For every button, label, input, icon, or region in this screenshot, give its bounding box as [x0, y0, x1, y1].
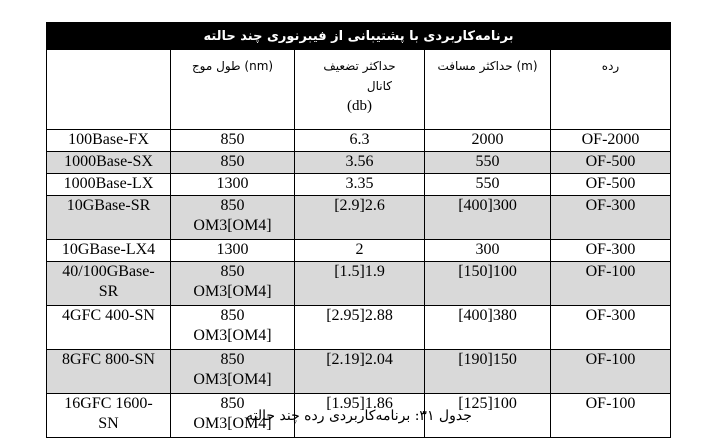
application-name: 40/100GBase- [62, 263, 155, 280]
table-row [47, 130, 671, 152]
application-cell [47, 262, 171, 306]
application-cell [47, 130, 171, 152]
application-cell [47, 196, 171, 240]
application-name: 16GFC 1600- [64, 395, 153, 412]
attenuation-cell: 2 [295, 240, 425, 262]
header-max-distance: (m) حداکثر مسافت [425, 50, 551, 130]
wavelength-value: 850 [220, 153, 245, 170]
table-row [47, 240, 671, 262]
distance-cell: 300 [425, 240, 551, 262]
distance-cell: 150[190] [425, 350, 551, 394]
table-caption: جدول ۳۱: برنامه‌کاربردی رده چند حالته [246, 408, 472, 424]
wavelength-value: 850 [220, 395, 245, 412]
grade-cell: OF-100 [551, 350, 671, 394]
wavelength-value: 850 [220, 307, 245, 324]
table-row [47, 306, 671, 350]
wavelength-value: 850 [220, 197, 245, 214]
wavelength-cell [171, 174, 295, 196]
wavelength-value: 850 [220, 263, 245, 280]
application-name: 1000Base-SX [64, 153, 153, 170]
applications-table [46, 22, 671, 438]
application-name: 4GFC 400-SN [62, 307, 155, 324]
attenuation-cell: 2.6[2.9] [295, 196, 425, 240]
grade-cell: OF-100 [551, 394, 671, 438]
distance-cell: 380[400] [425, 306, 551, 350]
application-cell [47, 174, 171, 196]
header-wavelength: (nm) طول موج [171, 50, 295, 130]
wavelength-value: 850 [220, 351, 245, 368]
application-name-cont: SR [98, 283, 119, 300]
grade-cell: OF-100 [551, 262, 671, 306]
attenuation-cell: 6.3 [295, 130, 425, 152]
application-name: 1000Base-LX [63, 175, 154, 192]
fiber-type: OM3[OM4] [193, 283, 272, 300]
distance-cell: 550 [425, 174, 551, 196]
fiber-type: OM3[OM4] [193, 217, 272, 234]
header-max-attenuation-line1: حداکثر تضعیف [323, 59, 396, 73]
application-name: 10GBase-LX4 [61, 241, 156, 258]
distance-cell: 2000 [425, 130, 551, 152]
wavelength-value: 850 [220, 131, 245, 148]
application-name: 8GFC 800-SN [62, 351, 155, 368]
distance-cell: 100[150] [425, 262, 551, 306]
table-row [47, 174, 671, 196]
header-max-attenuation [295, 50, 425, 130]
wavelength-cell [171, 130, 295, 152]
fiber-type: OM3[OM4] [193, 415, 272, 432]
distance-cell: 100[125] [425, 394, 551, 438]
distance-cell: 550 [425, 152, 551, 174]
attenuation-cell: 1.9[1.5] [295, 262, 425, 306]
wavelength-cell [171, 240, 295, 262]
attenuation-cell: 2.04[2.19] [295, 350, 425, 394]
table-row [47, 196, 671, 240]
table-row [47, 152, 671, 174]
application-name: 100Base-FX [68, 131, 149, 148]
wavelength-value: 1300 [216, 241, 249, 258]
grade-cell: OF-300 [551, 196, 671, 240]
table-title: برنامه‌کاربردی با پشتیبانی از فیبرنوری چند حالته [47, 23, 671, 50]
application-name-cont: SN [98, 415, 119, 432]
table-row [47, 350, 671, 394]
wavelength-cell [171, 262, 295, 306]
grade-cell: OF-300 [551, 306, 671, 350]
wavelength-cell [171, 196, 295, 240]
header-grade: رده [551, 50, 671, 130]
wavelength-cell [171, 350, 295, 394]
attenuation-cell: 3.56 [295, 152, 425, 174]
attenuation-cell: 3.35 [295, 174, 425, 196]
application-cell [47, 152, 171, 174]
application-cell [47, 306, 171, 350]
header-max-attenuation-line2: کانال [366, 79, 393, 93]
application-cell [47, 350, 171, 394]
grade-cell: OF-500 [551, 152, 671, 174]
attenuation-cell: 2.88[2.95] [295, 306, 425, 350]
fiber-type: OM3[OM4] [193, 327, 272, 344]
grade-cell: OF-2000 [551, 130, 671, 152]
grade-cell: OF-300 [551, 240, 671, 262]
application-name: 10GBase-SR [66, 197, 151, 214]
attenuation-cell: 1.86[1.95] [295, 394, 425, 438]
table-row [47, 262, 671, 306]
header-application [47, 50, 171, 130]
wavelength-value: 1300 [216, 175, 249, 192]
application-cell [47, 240, 171, 262]
header-max-attenuation-line3: (db) [347, 98, 373, 114]
fiber-type: OM3[OM4] [193, 371, 272, 388]
distance-cell: 300[400] [425, 196, 551, 240]
wavelength-cell [171, 152, 295, 174]
wavelength-cell [171, 306, 295, 350]
grade-cell: OF-500 [551, 174, 671, 196]
